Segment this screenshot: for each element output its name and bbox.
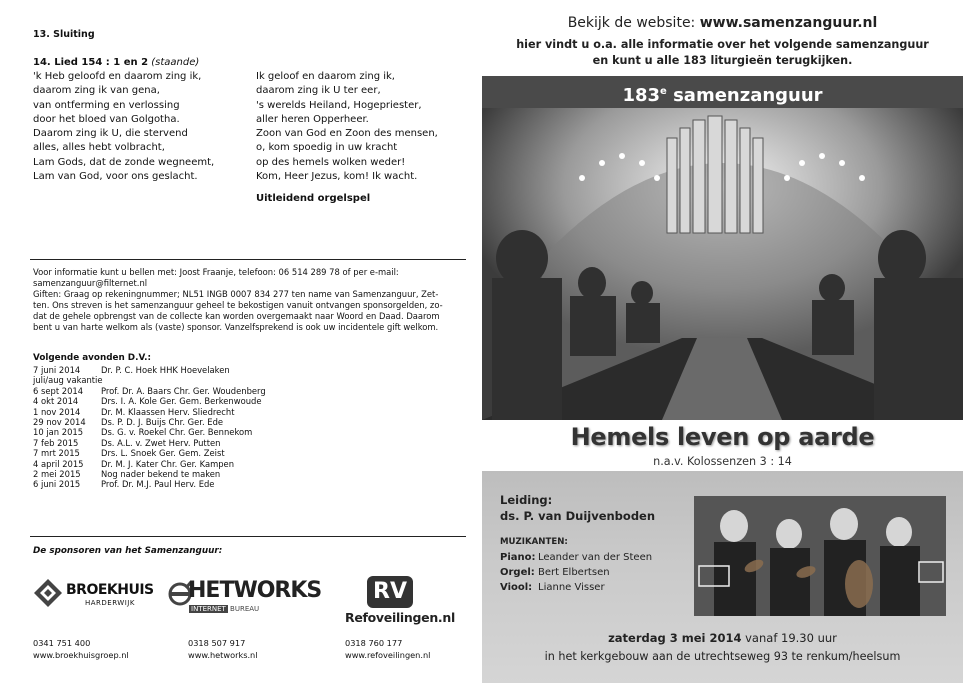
- musician-name: Bert Elbertsen: [538, 567, 610, 578]
- verse-line: daarom zing ik U ter eer,: [256, 85, 381, 97]
- schedule-date: 7 feb 2015: [33, 437, 79, 448]
- schedule-speaker: Ds. P. D. J. Buijs Chr. Ger. Ede: [101, 417, 224, 428]
- item-13-heading: 13. Sluiting: [33, 29, 95, 40]
- edition-label: samenzanguur: [666, 85, 823, 106]
- schedule-date: 2 mei 2015: [33, 469, 81, 480]
- schedule-row: [33, 459, 333, 469]
- schedule-title: Volgende avonden D.V.:: [33, 353, 151, 363]
- hetworks-sub-b: BUREAU: [230, 605, 260, 613]
- schedule-row: [33, 479, 333, 489]
- theme-title: Hemels leven op aarde: [570, 423, 875, 451]
- edition-sup: e: [660, 86, 667, 97]
- broekhuis-sub: HARDERWIJK: [85, 599, 135, 607]
- verse-line: 's werelds Heiland, Hogepriester,: [256, 99, 422, 111]
- divider-top: [30, 259, 466, 260]
- rv-badge-icon: RV: [367, 576, 413, 608]
- musician-role: Viool:: [500, 582, 533, 593]
- schedule-row: [33, 375, 333, 385]
- event-time: vanaf 19.30 uur: [741, 631, 837, 645]
- hetworks-sub-a: INTERNET: [191, 605, 226, 613]
- info-block: [33, 267, 473, 332]
- verse-line: Zoon van God en Zoon des mensen,: [256, 128, 438, 140]
- musician-role: Orgel:: [500, 567, 535, 578]
- schedule-date: 7 mrt 2015: [33, 448, 80, 459]
- schedule-date: 29 nov 2014: [33, 417, 86, 428]
- schedule-speaker: Prof. Dr. M.J. Paul Herv. Ede: [101, 479, 215, 490]
- broekhuis-name: BROEKHUIS: [66, 582, 154, 598]
- website-info-2: en kunt u alle 183 liturgieën terugkijken.: [592, 54, 853, 67]
- schedule-row: [33, 386, 333, 396]
- musicians-list: [500, 550, 652, 595]
- schedule-date: 4 april 2015: [33, 458, 84, 469]
- verse-line: Lam van God, voor ons geslacht.: [33, 171, 198, 183]
- sponsor-logo-refoveilingen: [345, 576, 455, 626]
- schedule-speaker: Dr. M. Klaassen Herv. Sliedrecht: [101, 406, 235, 417]
- schedule-speaker: Dr. M. J. Kater Chr. Ger. Kampen: [101, 458, 235, 469]
- verse-line: Lam Gods, dat de zonde wegneemt,: [33, 156, 215, 168]
- schedule-row: [33, 427, 333, 437]
- sponsor-web[interactable]: www.hetworks.nl: [188, 650, 258, 660]
- schedule-speaker: Ds. A.L. v. Zwet Herv. Putten: [101, 437, 221, 448]
- schedule-date: 4 okt 2014: [33, 396, 79, 407]
- hymn-verse-1: [33, 70, 214, 184]
- theme-subtitle: n.a.v. Kolossenzen 3 : 14: [653, 455, 792, 468]
- muzikanten-label: MUZIKANTEN:: [500, 537, 568, 547]
- leiding-label: Leiding:: [500, 493, 553, 507]
- hymn-verse-2: [256, 70, 438, 184]
- church-interior-image: [482, 108, 963, 420]
- info-line: bent u van harte welkom als (vaste) sponsor. Vanzelfsprekend is ook uw incidentele gift welkom.: [33, 321, 439, 332]
- hymn-title: 14. Lied 154 : 1 en 2: [33, 57, 149, 68]
- hymn-note: (staande): [151, 57, 200, 68]
- schedule-row: [33, 469, 333, 479]
- schedule-date: 6 sept 2014: [33, 385, 84, 396]
- schedule-speaker: Ds. G. v. Roekel Chr. Ger. Bennekom: [101, 427, 253, 438]
- schedule-speaker: Prof. Dr. A. Baars Chr. Ger. Woudenberg: [101, 385, 266, 396]
- musician-row: [500, 550, 652, 565]
- musician-name: Leander van der Steen: [538, 552, 653, 563]
- sponsor-web[interactable]: www.broekhuisgroep.nl: [33, 650, 129, 660]
- schedule-date: 1 nov 2014: [33, 406, 81, 417]
- verse-line: alles, alles hebt volbracht,: [33, 142, 165, 154]
- verse-line: op des hemels wolken weder!: [256, 156, 406, 168]
- edition-banner: [482, 76, 963, 108]
- website-prefix: Bekijk de website:: [567, 15, 700, 31]
- website-url[interactable]: www.samenzanguur.nl: [699, 15, 878, 31]
- schedule-speaker: Drs. I. A. Kole Ger. Gem. Berkenwoude: [101, 396, 262, 407]
- sponsor-contact-hetworks: [188, 637, 258, 661]
- verse-line: aller heren Opperheer.: [256, 113, 369, 125]
- info-line: Giften: Graag op rekeningnummer; NL51 INGB 0007 834 277 ten name van Samenzanguur, Zet-: [33, 288, 439, 299]
- schedule-row: [33, 438, 333, 448]
- refoveilingen-name: Refoveilingen.nl: [345, 610, 455, 625]
- verse-line: Kom, Heer Jezus, kom! Ik wacht.: [256, 171, 418, 183]
- verse-line: Ik geloof en daarom zing ik,: [256, 71, 395, 82]
- schedule-speaker: Dr. P. C. Hoek HHK Hoevelaken: [101, 365, 230, 375]
- info-line: dat de gehele opbrengst van de collecte kan worden overgemaakt naar Woord en Daad. Daarom: [33, 310, 440, 321]
- website-info-1: hier vindt u o.a. alle informatie over het volgende samenzanguur: [516, 38, 929, 51]
- schedule-list: [33, 365, 333, 490]
- event-date-bold: zaterdag 3 mei 2014: [608, 631, 742, 645]
- schedule-row: [33, 417, 333, 427]
- event-venue: in het kerkgebouw aan de utrechtseweg 93 te renkum/heelsum: [544, 650, 901, 663]
- verse-line: 'k Heb geloofd en daarom zing ik,: [33, 71, 202, 82]
- verse-line: van ontferming en verlossing: [33, 99, 180, 111]
- sponsor-logo-hetworks: [188, 578, 322, 618]
- orchestra-photo: [694, 496, 946, 616]
- verse-line: door het bloed van Golgotha.: [33, 113, 180, 125]
- schedule-date: 7 juni 2014: [33, 365, 81, 375]
- verse-line: Daarom zing ik U, die stervend: [33, 128, 188, 140]
- hetworks-sub: [189, 605, 259, 613]
- event-date: [482, 631, 963, 645]
- schedule-date: 6 juni 2015: [33, 479, 81, 490]
- musician-row: [500, 565, 652, 580]
- sponsor-contact-broekhuis: [33, 637, 129, 661]
- schedule-row: [33, 396, 333, 406]
- leiding-name: ds. P. van Duijvenboden: [500, 509, 656, 523]
- church-photo: [482, 108, 963, 420]
- broekhuis-icon: [33, 578, 63, 608]
- musician-row: [500, 580, 652, 595]
- info-line: samenzanguur@filternet.nl: [33, 277, 148, 288]
- hetworks-name: HETWORKS: [188, 578, 322, 603]
- sponsor-contact-refoveilingen: [345, 637, 430, 661]
- schedule-speaker: [103, 375, 333, 385]
- musician-name: Lianne Visser: [538, 582, 605, 593]
- musician-role: Piano:: [500, 552, 536, 563]
- hymn-heading: [33, 56, 199, 70]
- schedule-row: [33, 407, 333, 417]
- verse-line: o, kom spoedig in uw kracht: [256, 142, 398, 154]
- sponsor-phone: 0318 760 177: [345, 638, 403, 648]
- orchestra-image: [694, 496, 946, 616]
- sponsor-web[interactable]: www.refoveilingen.nl: [345, 650, 431, 660]
- website-line: [482, 15, 963, 31]
- schedule-speaker: Drs. L. Snoek Ger. Gem. Zeist: [101, 448, 225, 459]
- sponsor-logo-broekhuis: [33, 578, 173, 608]
- edition-number: 183: [622, 85, 661, 106]
- sponsor-phone: 0318 507 917: [188, 638, 246, 648]
- schedule-date: 10 jan 2015: [33, 427, 84, 438]
- schedule-row: [33, 365, 333, 375]
- schedule-date: juli/aug vakantie: [33, 375, 103, 386]
- sponsors-title: De sponsoren van het Samenzanguur:: [33, 546, 223, 556]
- info-line: ten. Ons streven is het samenzanguur geheel te bekostigen vanuit ontvangen sponsorgelden, zo-: [33, 299, 443, 310]
- divider-bottom: [30, 536, 466, 537]
- schedule-row: [33, 448, 333, 458]
- info-line: Voor informatie kunt u bellen met: Joost Fraanje, telefoon: 06 514 289 78 of per e-mail:: [33, 267, 399, 277]
- closing-organ: Uitleidend orgelspel: [256, 193, 371, 204]
- sponsor-phone: 0341 751 400: [33, 638, 91, 648]
- schedule-speaker: Nog nader bekend te maken: [101, 469, 221, 480]
- verse-line: daarom zing ik van gena,: [33, 85, 160, 97]
